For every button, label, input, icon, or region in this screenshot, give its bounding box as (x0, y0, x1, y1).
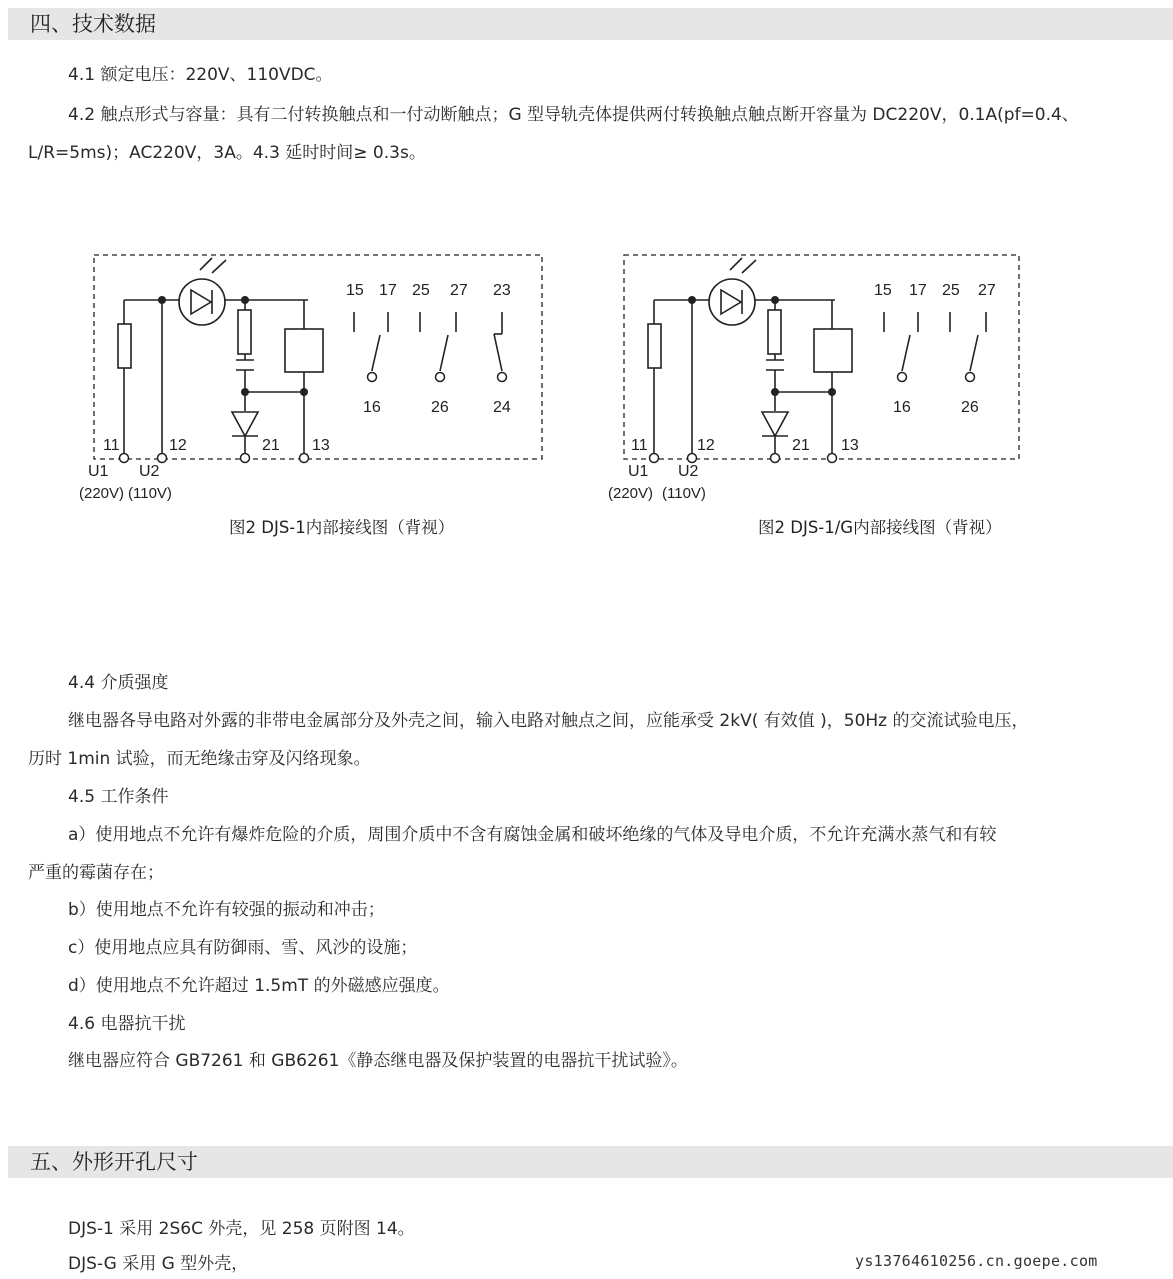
led-diode (721, 290, 741, 314)
spec-4-2-line1: 4.2 触点形式与容量：具有二付转换触点和一付动断触点；G 型导轨壳体提供两付转换触点触点断开容量为 DC220V，0.1A(pf=0.4、 (68, 105, 1079, 125)
section-4-5-c: c）使用地点应具有防御雨、雪、风沙的设施； (68, 938, 418, 958)
led-diode (191, 290, 211, 314)
resistor-r1 (648, 324, 661, 368)
label-220v: (220V) (79, 485, 125, 502)
terminal-12 (158, 454, 167, 463)
diode-21 (762, 412, 788, 436)
section-4-5-d: d）使用地点不允许超过 1.5mT 的外磁感应强度。 (68, 976, 450, 996)
terminal-21 (771, 454, 780, 463)
label-16: 16 (893, 399, 911, 416)
label-21: 21 (792, 437, 810, 454)
section-4-5-b: b）使用地点不允许有较强的振动和冲击； (68, 900, 385, 920)
section-4-4-title: 4.4 介质强度 (68, 673, 169, 693)
relay-coil (814, 329, 852, 372)
section-4-5-title: 4.5 工作条件 (68, 787, 169, 807)
led-indicator (709, 279, 755, 325)
terminal-26 (436, 373, 445, 382)
terminal-16 (368, 373, 377, 382)
label-23: 23 (493, 282, 511, 299)
terminal-12 (688, 454, 697, 463)
label-110v: (110V) (128, 485, 172, 502)
section-4-4-line2: 历时 1min 试验，而无绝缘击穿及闪络现象。 (28, 749, 371, 769)
section-5-line2: DJS-G 采用 G 型外壳， (68, 1254, 249, 1274)
label-25: 25 (942, 282, 960, 299)
figure-2-caption: 图2 DJS-1内部接线图（背视） (229, 518, 455, 537)
section-5-title: 五、外形开孔尺寸 (30, 1150, 198, 1174)
terminal-26 (966, 373, 975, 382)
terminal-13 (300, 454, 309, 463)
label-12: 12 (697, 437, 715, 454)
label-13: 13 (841, 437, 859, 454)
label-25: 25 (412, 282, 430, 299)
wiring-diagram-djs1g (600, 240, 1030, 510)
label-27: 27 (978, 282, 996, 299)
terminal-16 (898, 373, 907, 382)
wiring-diagram-djs1 (70, 240, 560, 510)
label-110v: (110V) (662, 485, 706, 502)
section-4-6-title: 4.6 电器抗干扰 (68, 1014, 186, 1034)
section-4-5-a-line1: a）使用地点不允许有爆炸危险的介质，周围介质中不含有腐蚀金属和破坏绝缘的气体及导电介质，不允许充满水蒸气和有较 (68, 825, 997, 845)
label-21: 21 (262, 437, 280, 454)
terminal-11 (120, 454, 129, 463)
label-27: 27 (450, 282, 468, 299)
label-u2: U2 (139, 463, 160, 480)
label-13: 13 (312, 437, 330, 454)
terminal-11 (650, 454, 659, 463)
label-16: 16 (363, 399, 381, 416)
terminal-21 (241, 454, 250, 463)
diode-21 (232, 412, 258, 436)
label-11: 11 (103, 437, 120, 454)
relay-coil (285, 329, 323, 372)
label-u1: U1 (88, 463, 109, 480)
section-4-4-line1: 继电器各导电路对外露的非带电金属部分及外壳之间，输入电路对触点之间，应能承受 2kV( 有效值 )，50Hz 的交流试验电压， (68, 711, 1029, 731)
terminal-13 (828, 454, 837, 463)
resistor-r2 (768, 310, 781, 354)
resistor-r2 (238, 310, 251, 354)
label-17: 17 (379, 282, 397, 299)
label-15: 15 (346, 282, 364, 299)
spec-4-1: 4.1 额定电压：220V、110VDC。 (68, 65, 333, 85)
section-5-header (8, 1146, 1173, 1178)
terminal-24 (498, 373, 507, 382)
section-4-5-a-line2: 严重的霉菌存在； (28, 863, 164, 883)
section-4-header (8, 8, 1173, 40)
label-u2: U2 (678, 463, 699, 480)
section-5-line1: DJS-1 采用 2S6C 外壳，见 258 页附图 14。 (68, 1219, 415, 1239)
label-220v: (220V) (608, 485, 654, 502)
label-u1: U1 (628, 463, 649, 480)
label-26: 26 (431, 399, 449, 416)
figure-3-caption: 图2 DJS-1/G内部接线图（背视） (758, 518, 1002, 537)
label-24: 24 (493, 399, 511, 416)
section-4-title: 四、技术数据 (30, 12, 156, 36)
watermark: ys13764610256.cn.goepe.com (855, 1252, 1098, 1270)
label-15: 15 (874, 282, 892, 299)
label-12: 12 (169, 437, 187, 454)
label-17: 17 (909, 282, 927, 299)
resistor-r1 (118, 324, 131, 368)
label-11: 11 (631, 437, 648, 454)
spec-4-2-line2: L/R=5ms)；AC220V，3A。4.3 延时时间≥ 0.3s。 (28, 143, 426, 163)
section-4-6-line: 继电器应符合 GB7261 和 GB6261《静态继电器及保护装置的电器抗干扰试验》。 (68, 1051, 688, 1071)
label-26: 26 (961, 399, 979, 416)
led-indicator (179, 279, 225, 325)
